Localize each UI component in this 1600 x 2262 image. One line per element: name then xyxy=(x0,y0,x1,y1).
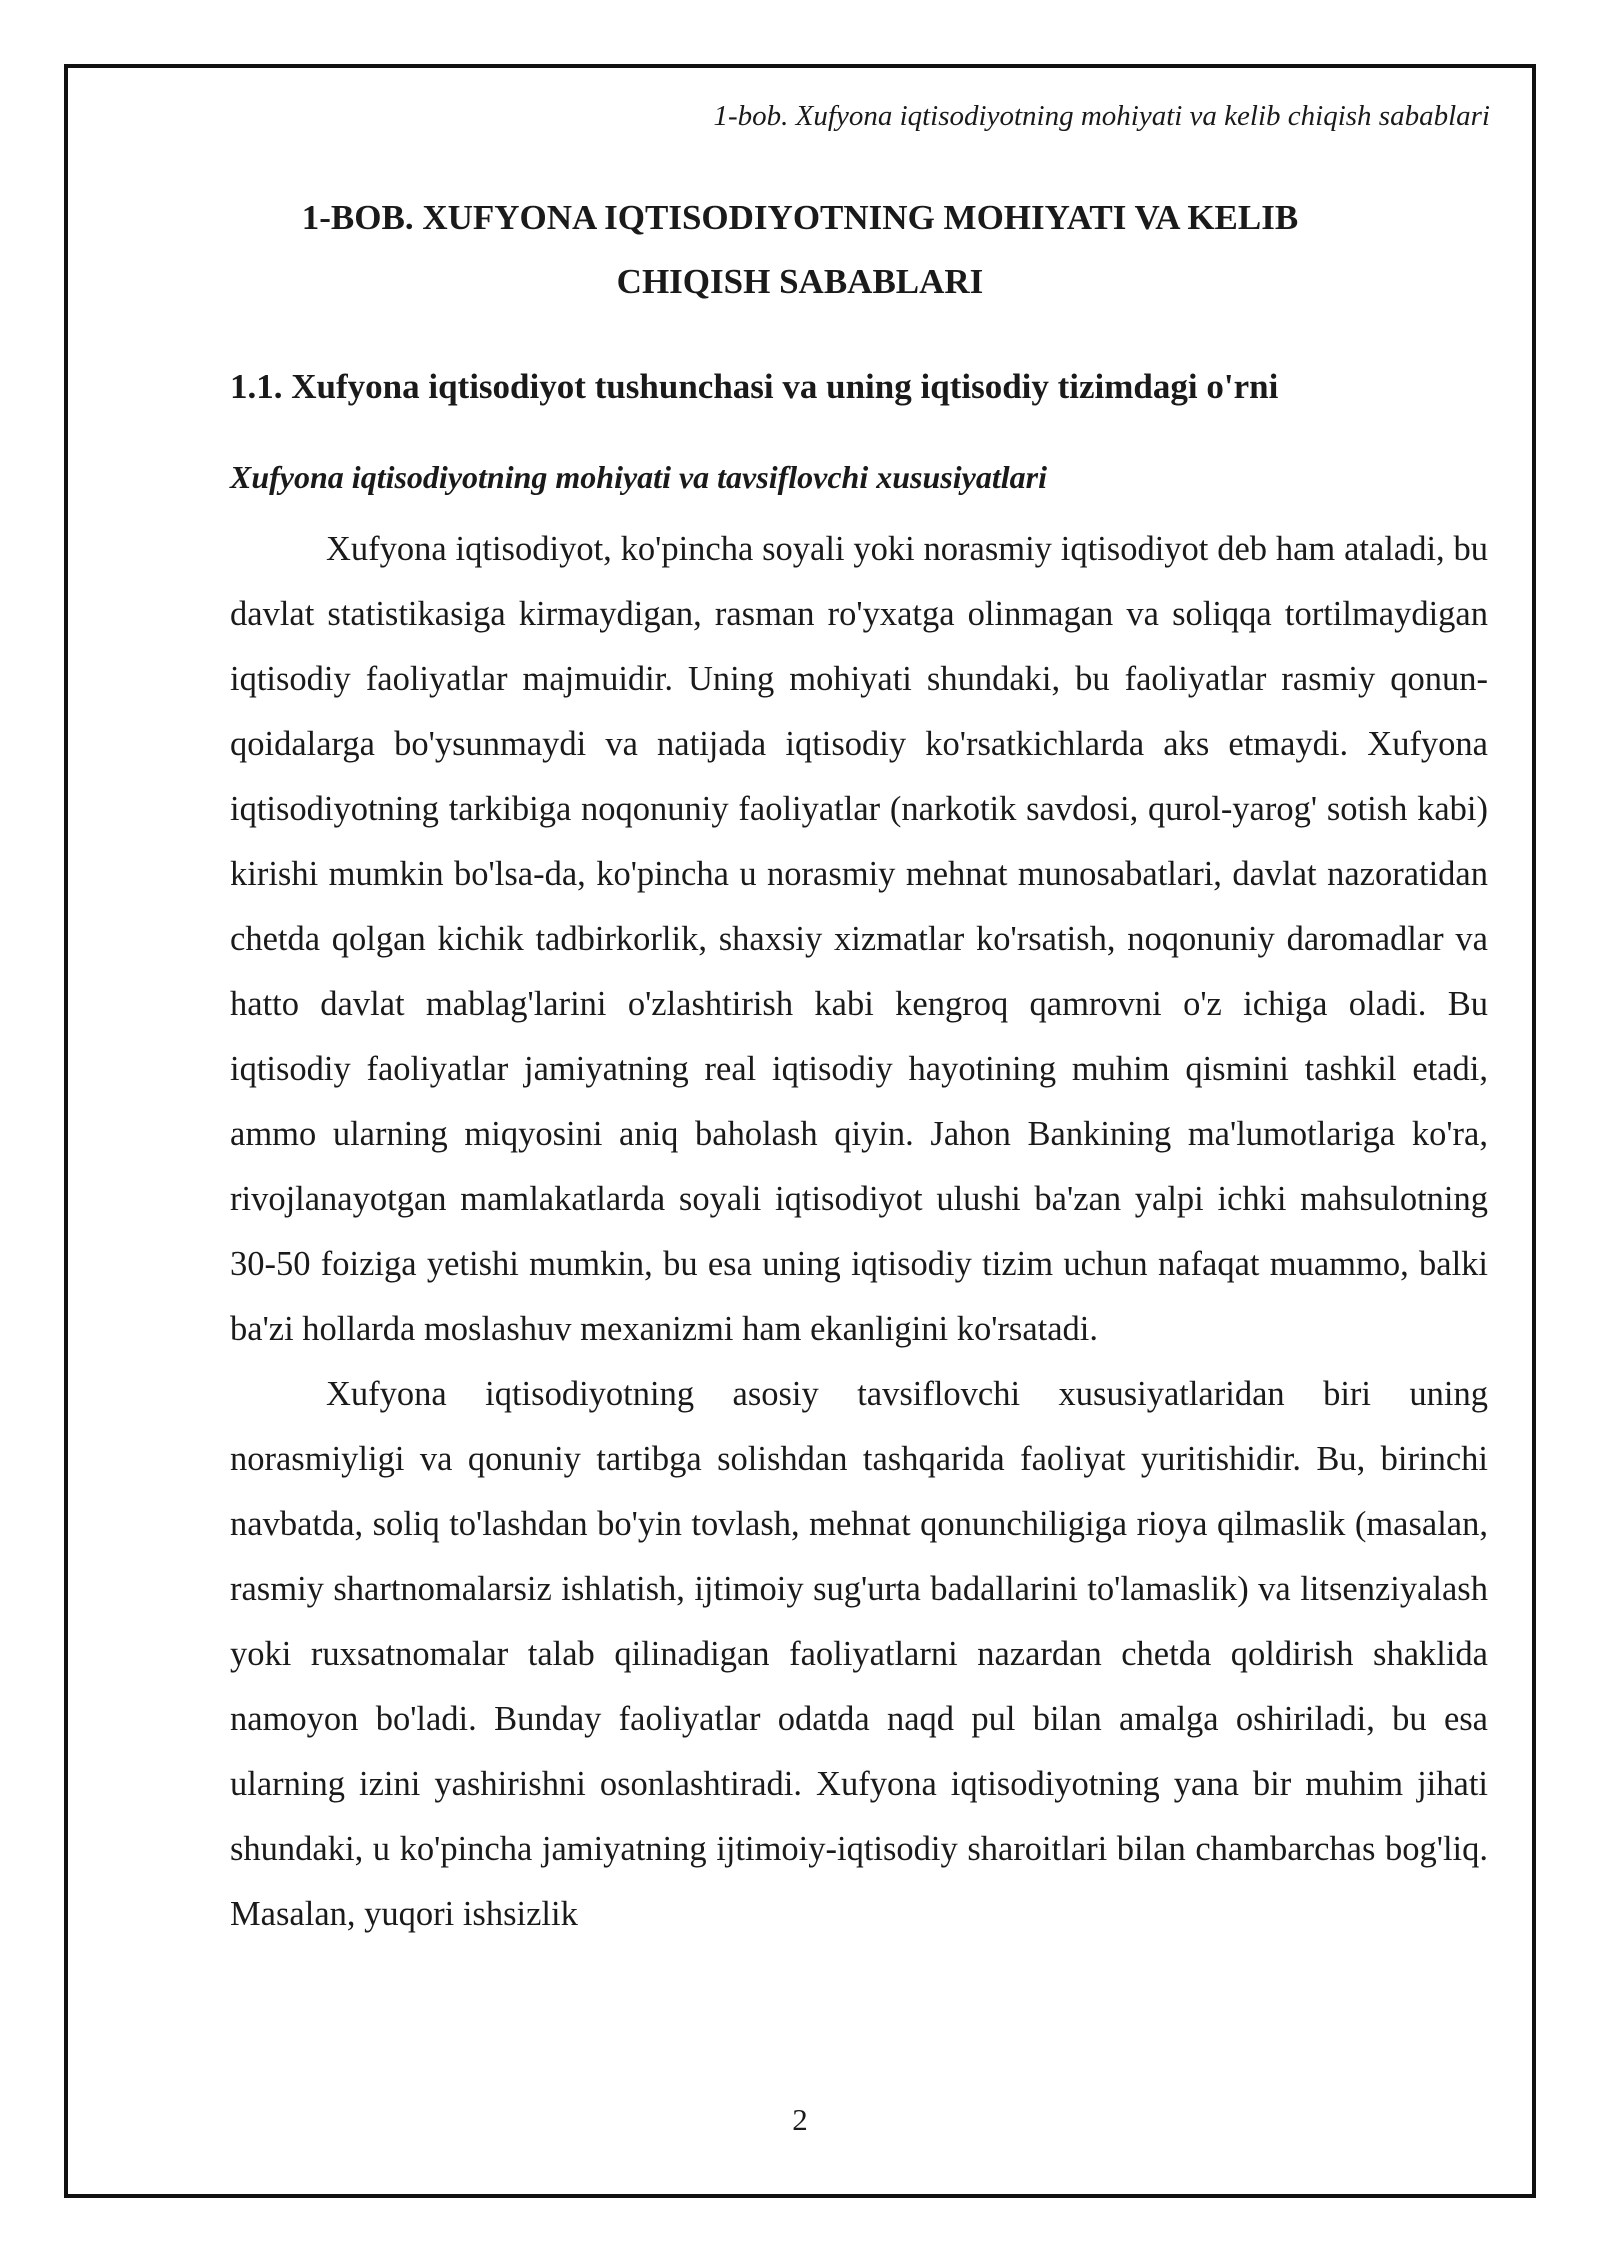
chapter-title-line-1: 1-BOB. XUFYONA IQTISODIYOTNING MOHIYATI VA KELIB xyxy=(301,198,1299,237)
page-number: 2 xyxy=(792,2102,808,2137)
chapter-title xyxy=(230,186,1370,314)
section-title: 1.1. Xufyona iqtisodiyot tushunchasi va uning iqtisodiy tizimdagi o'rni xyxy=(230,367,1279,406)
chapter-title-line-2: CHIQISH SABABLARI xyxy=(616,262,984,301)
paragraph-1: Xufyona iqtisodiyot, ko'pincha soyali yoki norasmiy iqtisodiyot deb ham ataladi, bu davlat statistikasiga kirmaydigan, rasman ro'yxatga olinmagan va soliqqa tortilmaydigan iqtisodiy faoliyatlar majmuidir. Uning mohiyati shundaki, bu faoliyatlar rasmiy qonun-qoidalarga bo'ysunmaydi va natijada iqtisodiy ko'rsatkichlarda aks etmaydi. Xufyona iqtisodiyotning tarkibiga noqonuniy faoliyatlar (narkotik savdosi, qurol-yarog' sotish kabi) kirishi mumkin bo'lsa-da, ko'pincha u norasmiy mehnat munosabatlari, davlat nazoratidan chetda qolgan kichik tadbirkorlik, shaxsiy xizmatlar ko'rsatish, noqonuniy daromadlar va hatto davlat mablag'larini o'zlashtirish kabi kengroq qamrovni o'z ichiga oladi. Bu iqtisodiy faoliyatlar jamiyatning real iqtisodiy hayotining muhim qismini tashkil etadi, ammo ularning miqyosini aniq baholash qiyin. Jahon Bankining ma'lumotlariga ko'ra, rivojlanayotgan mamlakatlarda soyali iqtisodiyot ulushi ba'zan yalpi ichki mahsulotning 30-50 foiziga yetishi mumkin, bu esa uning iqtisodiy tizim uchun nafaqat muammo, balki ba'zi hollarda moslashuv mexanizmi ham ekanligini ko'rsatadi. xyxy=(230,530,1488,1348)
paragraph-2: Xufyona iqtisodiyotning asosiy tavsiflovchi xususiyatlaridan biri uning norasmiyligi va qonuniy tartibga solishdan tashqarida faoliyat yuritishidir. Bu, birinchi navbatda, soliq to'lashdan bo'yin tovlash, mehnat qonunchiligiga rioya qilmaslik (masalan, rasmiy shartnomalarsiz ishlatish, ijtimoiy sug'urta badallarini to'lamaslik) va litsenziyalash yoki ruxsatnomalar talab qilinadigan faoliyatlarni nazardan chetda qoldirish shaklida namoyon bo'ladi. Bunday faoliyatlar odatda naqd pul bilan amalga oshiriladi, bu esa ularning izini yashirishni osonlashtiradi. Xufyona iqtisodiyotning yana bir muhim jihati shundaki, u ko'pincha jamiyatning ijtimoiy-iqtisodiy sharoitlari bilan chambarchas bog'liq. Masalan, yuqori ishsizlik xyxy=(230,1375,1488,1933)
running-header: 1-bob. Xufyona iqtisodiyotning mohiyati va kelib chiqish sabablari xyxy=(713,100,1490,132)
body-text xyxy=(230,517,1488,1947)
subsection-title: Xufyona iqtisodiyotning mohiyati va tavsiflovchi xususiyatlari xyxy=(230,459,1047,495)
